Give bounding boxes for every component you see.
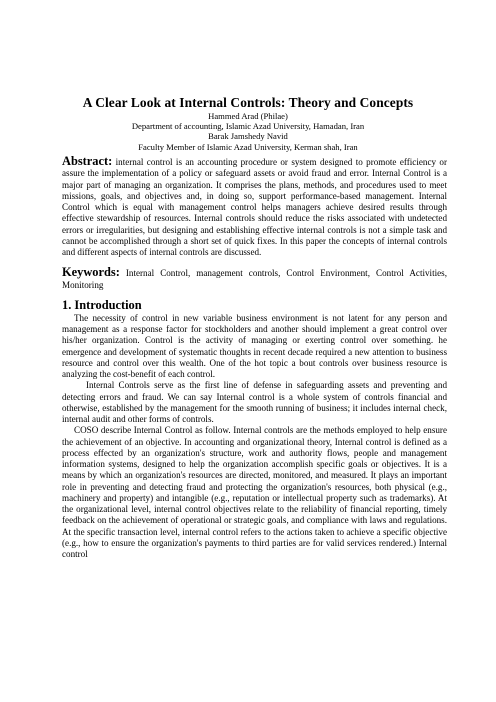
body-paragraph-1: The necessity of control in new variable business environment is not latent for any person and management as a response factor for stockholders and another should implement a great control over his/her organization. Control is the activity of managing or exerting control over something. he emergence and development of systematic thoughts in recent decade required a new attention to business resource and control over this wealth. One of the hot topic a bout controls over business resource is analyzing the cost-benefit of each control. — [62, 312, 447, 379]
author-affiliation-2: Faculty Member of Islamic Azad University, Kerman shah, Iran — [138, 141, 358, 152]
body-paragraph-2: Internal Controls serve as the first line of defense in safeguarding assets and preventing and detecting errors and fraud. We can say Internal control is a whole system of controls financial and otherwise, established by the management for the smooth running of business; it includes internal check, internal audit and other forms of controls. — [62, 380, 447, 424]
body-paragraph-3: COSO describe Internal Control as follow. Internal controls are the methods employed to help ensure the achievement of an objective. In accounting and organizational theory, Internal control is defined as a process effected by an organization's structure, work and authority flows, people and management information systems, designed to help the organization accomplish specific goals or objectives. It is a means by which an organization's resources are directed, monitored, and measured. It plays an important role in preventing and detecting fraud and protecting the organization's resources, both physical (e.g., machinery and property) and intangible (e.g., reputation or intellectual property such as trademarks). At the organizational level, internal control objectives relate to the reliability of financial reporting, timely feedback on the achievement of operational or strategic goals, and compliance with laws and regulations. At the specific transaction level, internal control refers to the actions taken to achieve a specific objective (e.g., how to ensure the organization's payments to third parties are for valid services rendered.) Internal control — [62, 425, 447, 559]
keywords-text: Internal Control, management controls, Control Environment, Control Activities, Monitoring — [62, 268, 447, 290]
abstract-text: internal control is an accounting procedure or system designed to promote efficiency or assure the implementation of a policy or safeguard assets or avoid fraud and error. Internal Control is a major part of managing an organization. It comprises the plans, methods, and procedures used to meet missions, goals, and objectives and, in doing so, support performance-based management. Internal Control which is equal with management control helps managers achieve desired results through effective stewardship of resources. Internal controls should reduce the risks associated with undetected errors or irregularities, but designing and establishing effective internal controls is not a simple task and cannot be accomplished through a short set of quick fixes. In this paper the concepts of internal controls and different aspects of internal controls are discussed. — [62, 157, 447, 257]
author-affiliation-1: Department of accounting, Islamic Azad University, Hamadan, Iran — [131, 121, 365, 132]
keywords — [62, 267, 447, 291]
paper-body — [62, 156, 447, 560]
abstract — [62, 156, 447, 258]
author-name-1: Hammed Arad (Philae) — [208, 111, 288, 121]
paper-title: A Clear Look at Internal Controls: Theory and Concepts — [82, 95, 414, 110]
author-block — [0, 111, 496, 152]
abstract-label: Abstract: — [62, 154, 113, 168]
keywords-label: Keywords: — [62, 265, 120, 280]
section-heading-introduction: 1. Introduction — [62, 297, 142, 312]
author-name-2: Barak Jamshedy Navid — [208, 131, 288, 142]
